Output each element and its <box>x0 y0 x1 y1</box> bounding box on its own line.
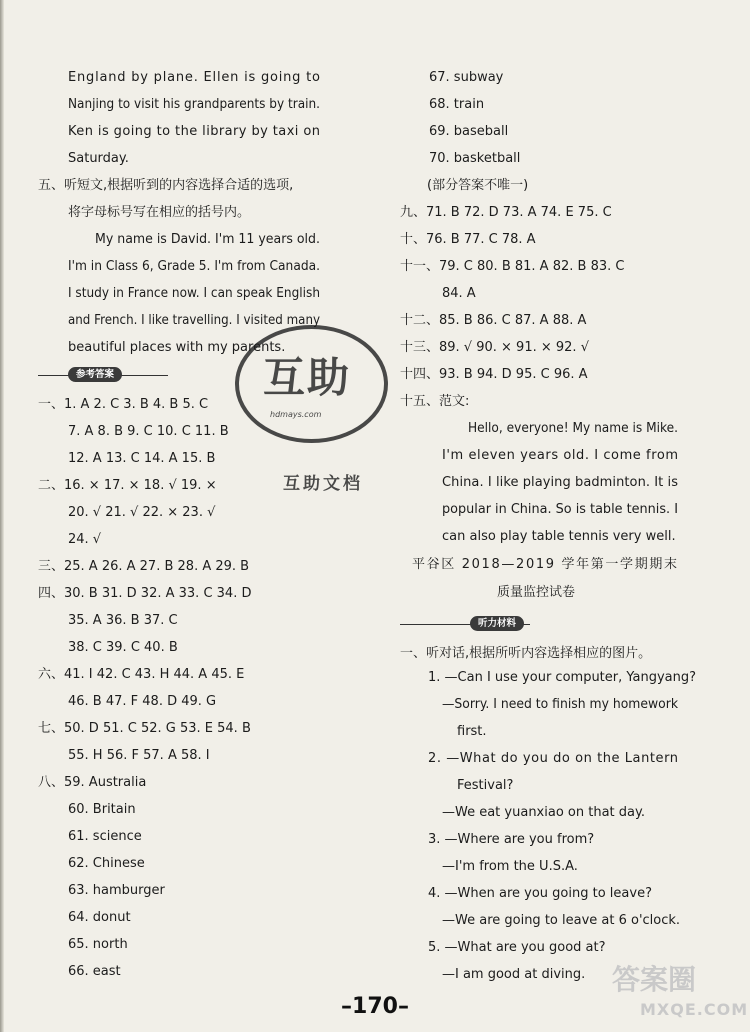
text-line: 十五、范文: <box>400 394 470 409</box>
text-line: 46. B 47. F 48. D 49. G <box>68 694 217 709</box>
text-line: 1. —Can I use your computer, Yangyang? <box>428 670 697 685</box>
text-line: —We are going to leave at 6 o'clock. <box>442 913 681 928</box>
text-line: (部分答案不唯一) <box>427 178 529 193</box>
text-line: 38. C 39. C 40. B <box>68 640 178 655</box>
text-line: 八、59. Australia <box>38 775 147 790</box>
section-header <box>38 366 168 384</box>
stamp-sub-text: 互助文档 <box>283 474 363 494</box>
text-line: 64. donut <box>68 910 131 925</box>
text-line: England by plane. Ellen is going to <box>68 70 321 85</box>
text-line: 69. baseball <box>429 124 509 139</box>
text-line: 35. A 36. B 37. C <box>68 613 178 628</box>
text-line: China. I like playing badminton. It is <box>442 475 679 490</box>
text-line: 质量监控试卷 <box>497 585 576 600</box>
text-line: 三、25. A 26. A 27. B 28. A 29. B <box>38 559 250 574</box>
text-line: 70. basketball <box>429 151 521 166</box>
text-line: 63. hamburger <box>68 883 165 898</box>
text-line: 七、50. D 51. C 52. G 53. E 54. B <box>38 721 251 736</box>
text-line: I study in France now. I can speak English <box>68 286 320 301</box>
text-line: Saturday. <box>68 151 129 166</box>
text-line: I'm eleven years old. I come from <box>442 448 679 463</box>
stamp-url-text: hdmays.com <box>270 410 322 419</box>
text-line: 7. A 8. B 9. C 10. C 11. B <box>68 424 229 439</box>
text-line: —I am good at diving. <box>442 967 586 982</box>
text-line: 3. —Where are you from? <box>428 832 595 847</box>
text-line: 60. Britain <box>68 802 136 817</box>
section-label: 听力材料 <box>470 616 524 631</box>
text-line: 九、71. B 72. D 73. A 74. E 75. C <box>400 205 612 220</box>
text-line: and French. I like travelling. I visited many <box>68 313 320 328</box>
text-line: 十一、79. C 80. B 81. A 82. B 83. C <box>400 259 625 274</box>
text-line: 84. A <box>442 286 476 301</box>
text-line: 平谷区 2018—2019 学年第一学期期末 <box>412 557 679 572</box>
text-line: 十四、93. B 94. D 95. C 96. A <box>400 367 588 382</box>
text-line: 六、41. I 42. C 43. H 44. A 45. E <box>38 667 245 682</box>
text-line: 四、30. B 31. D 32. A 33. C 34. D <box>38 586 252 601</box>
text-line: popular in China. So is table tennis. I <box>442 502 678 517</box>
text-line: Hello, everyone! My name is Mike. <box>468 421 678 436</box>
text-line: 十、76. B 77. C 78. A <box>400 232 536 247</box>
text-line: 20. √ 21. √ 22. × 23. √ <box>68 505 216 520</box>
text-line: 2. —What do you do on the Lantern <box>428 751 679 766</box>
text-line: 61. science <box>68 829 142 844</box>
stamp-main-text: 互助 <box>263 353 352 402</box>
text-line: 67. subway <box>429 70 504 85</box>
text-line: —We eat yuanxiao on that day. <box>442 805 645 820</box>
text-line: —Sorry. I need to finish my homework <box>442 697 678 712</box>
text-line: can also play table tennis very well. <box>442 529 676 544</box>
text-line: 五、听短文,根据听到的内容选择合适的选项, <box>38 178 294 193</box>
text-line: Ken is going to the library by taxi on <box>68 124 321 139</box>
page-number: –170– <box>341 994 409 1019</box>
text-line: 二、16. × 17. × 18. √ 19. × <box>38 478 217 493</box>
corner-watermark-url: MXQE.COM <box>640 1000 749 1019</box>
text-line: beautiful places with my parents. <box>68 340 286 355</box>
section-header <box>400 615 530 633</box>
text-line: 24. √ <box>68 532 102 547</box>
text-line: 4. —When are you going to leave? <box>428 886 652 901</box>
text-line: —I'm from the U.S.A. <box>442 859 578 874</box>
text-line: 65. north <box>68 937 128 952</box>
text-line: Festival? <box>457 778 514 793</box>
text-line: 十三、89. √ 90. × 91. × 92. √ <box>400 340 589 355</box>
text-line: 5. —What are you good at? <box>428 940 606 955</box>
text-line: 十二、85. B 86. C 87. A 88. A <box>400 313 587 328</box>
corner-watermark: 答案圈 <box>612 963 697 996</box>
text-line: Nanjing to visit his grandparents by train. <box>68 97 320 112</box>
text-line: 一、听对话,根据所听内容选择相应的图片。 <box>400 646 652 661</box>
text-line: first. <box>457 724 487 739</box>
text-line: 一、1. A 2. C 3. B 4. B 5. C <box>38 397 209 412</box>
text-line: 62. Chinese <box>68 856 145 871</box>
text-line: 55. H 56. F 57. A 58. I <box>68 748 210 763</box>
text-line: 12. A 13. C 14. A 15. B <box>68 451 216 466</box>
text-line: 将字母标号写在相应的括号内。 <box>68 205 251 220</box>
text-line: I'm in Class 6, Grade 5. I'm from Canada. <box>68 259 320 274</box>
text-line: My name is David. I'm 11 years old. <box>95 232 320 247</box>
text-line: 66. east <box>68 964 121 979</box>
section-label: 参考答案 <box>68 367 122 382</box>
book-spine-shadow <box>0 0 4 1032</box>
text-line: 68. train <box>429 97 485 112</box>
